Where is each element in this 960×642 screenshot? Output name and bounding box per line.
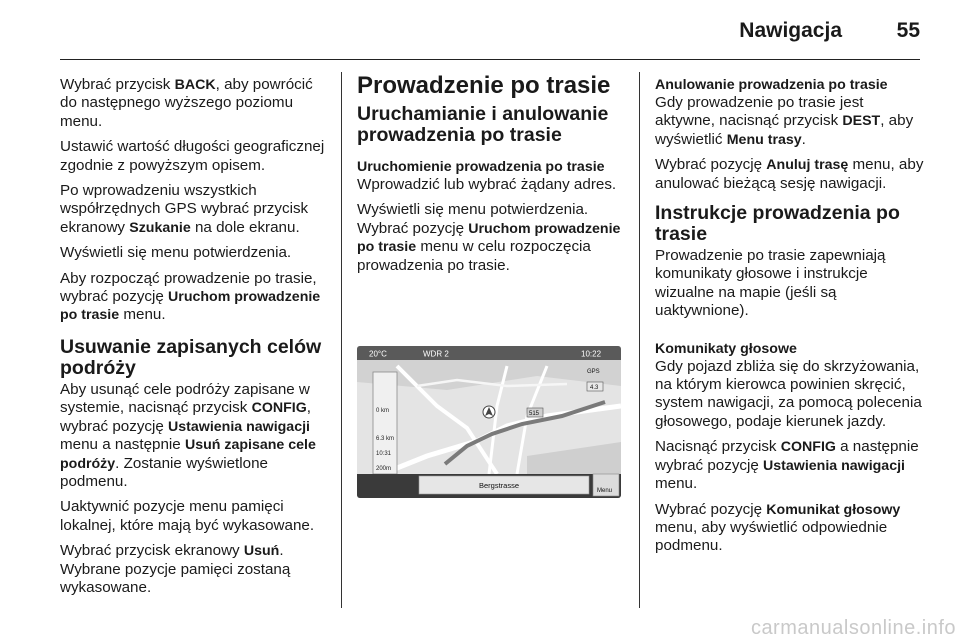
section-heading: Uruchamianie i anulowanie prowadzenia po trasie	[357, 103, 609, 146]
chapter-title: Prowadzenie po trasie	[357, 72, 611, 99]
road-number: 515	[529, 411, 540, 417]
gps-label: GPS	[587, 369, 600, 375]
section-heading: Instrukcje prowadzenia po trasie	[655, 202, 900, 246]
paragraph: Wybrać pozycję Komunikat głosowy menu, aby wyświetlić odpowiednie podmenu.	[655, 500, 901, 555]
paragraph: Wyświetli się menu potwierdzenia. Wybrać pozycję Uruchom prowadzenie po trasie menu w celu rozpoczęcia prowadzenia po trasie.	[357, 201, 621, 274]
map-view	[357, 346, 621, 498]
clock-text: 10:22	[581, 349, 602, 359]
section-title: Nawigacja	[739, 19, 842, 42]
paragraph: Po wprowadzeniu wszystkich współrzędnych GPS wybrać przycisk ekranowy Szukanie na dole ekranu.	[60, 182, 309, 236]
subsection-heading: Uruchomienie prowadzenia po trasie	[357, 159, 605, 175]
menu-button-label: Menu	[597, 488, 613, 494]
eta-text: 10:31	[376, 451, 392, 457]
subsection-heading: Komunikaty głosowe	[655, 340, 797, 357]
station-text: WDR 2	[423, 349, 449, 359]
column-divider	[639, 72, 640, 608]
paragraph: Uaktywnić pozycje menu pamięci lokalnej, które mają być wykasowane.	[60, 498, 315, 534]
scale-text: 200m	[376, 466, 392, 472]
paragraph: Wprowadzić lub wybrać żądany adres.	[357, 176, 617, 193]
page-header	[60, 0, 920, 60]
temperature-text: 20°C	[369, 349, 387, 359]
navigation-display	[357, 346, 621, 498]
paragraph: Wyświetli się menu potwierdzenia.	[60, 244, 292, 262]
info-panel	[373, 372, 397, 474]
section-heading: Usuwanie zapisanych celów podróży	[60, 335, 322, 379]
column-middle	[357, 72, 627, 282]
remaining-distance-text: 6.3 km	[376, 436, 395, 442]
paragraph: Ustawić wartość długości geograficznej zgodnie z powyższym opisem.	[60, 138, 325, 174]
subsection-heading: Anulowanie prowadzenia po trasie	[655, 77, 888, 93]
column-left	[60, 76, 330, 604]
distance-text: 0 km	[376, 408, 390, 414]
column-divider	[341, 72, 342, 608]
paragraph: Aby usunąć cele podróży zapisane w systemie, nacisnąć przycisk CONFIG, wybrać pozycję Ustawienia nawigacji menu a następnie Usuń zapisane cele podróży. Zostanie wyświetlone podmenu.	[60, 380, 316, 490]
paragraph: Nacisnąć przycisk CONFIG a następnie wybrać pozycję Ustawienia nawigacji menu.	[655, 438, 919, 493]
watermark: carmanualsonline.info	[750, 617, 956, 639]
paragraph: Aby rozpocząć prowadzenie po trasie, wybrać pozycję Uruchom prowadzenie po trasie menu.	[60, 269, 321, 324]
paragraph: Wybrać przycisk BACK, aby powrócić do następnego wyższego poziomu menu.	[60, 76, 313, 130]
paragraph: Wybrać przycisk ekranowy Usuń. Wybrane pozycje pamięci zostaną wykasowane.	[60, 542, 291, 596]
paragraph: Wybrać pozycję Anuluj trasę menu, aby anulować bieżącą sesję nawigacji.	[655, 156, 924, 192]
column-right	[655, 76, 925, 563]
paragraph: Gdy prowadzenie po trasie jest aktywne, nacisnąć przycisk DEST, aby wyświetlić Menu trasy.	[655, 94, 914, 148]
road-distance: 4.3	[590, 385, 599, 391]
page-number: 55	[896, 19, 920, 42]
navigation-screenshot	[357, 330, 621, 530]
paragraph: Gdy pojazd zbliża się do skrzyżowania, na którym kierowca powinien skręcić, system nawigacji, za pomocą polecenia głosowego, podaje kierunek jazdy.	[655, 357, 922, 430]
street-name-text: Bergstrasse	[479, 481, 520, 490]
paragraph: Prowadzenie po trasie zapewniają komunikaty głosowe i instrukcje wizualne na mapie (jeśli są uaktywnione).	[655, 247, 886, 320]
